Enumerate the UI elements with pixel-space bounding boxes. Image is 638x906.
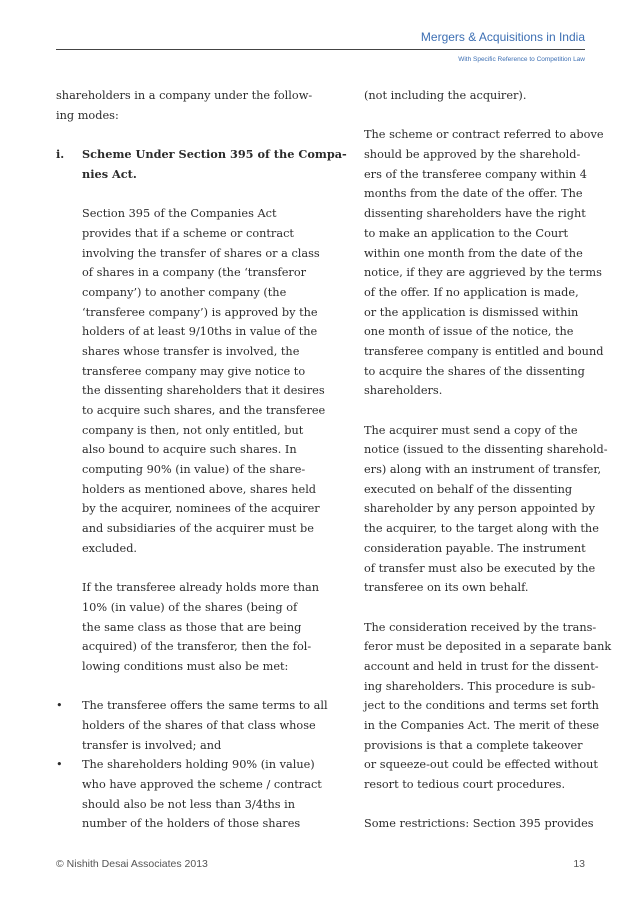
text-line: ing shareholders. This procedure is sub- <box>364 679 596 693</box>
text-line: feror must be deposited in a separate bank <box>364 640 612 654</box>
bullet-line: The shareholders holding 90% (in value) <box>82 758 315 772</box>
text-line: holders as mentioned above, shares held <box>82 482 317 496</box>
text-line: ers) along with an instrument of transfer, <box>364 463 602 477</box>
text-line: months from the date of the offer. The <box>364 187 583 201</box>
text-line: The scheme or contract referred to above <box>364 128 604 142</box>
text-line: to make an application to the Court <box>364 226 569 240</box>
text-line: in the Companies Act. The merit of these <box>364 719 600 732</box>
text-line: provisions is that a complete takeover <box>364 738 583 752</box>
text-line: the dissenting shareholders that it desires <box>82 384 325 398</box>
text-line: transferee on its own behalf. <box>364 581 529 595</box>
text-line: involving the transfer of shares or a class <box>82 246 320 260</box>
text-line: shareholders in a company under the follow- <box>56 89 313 102</box>
text-line: one month of issue of the notice, the <box>364 325 574 339</box>
text-line: computing 90% (in value) of the share- <box>82 463 306 477</box>
text-line: ject to the conditions and terms set forth <box>364 699 599 713</box>
text-line: transferee company is entitled and bound <box>364 344 604 358</box>
text-line: dissenting shareholders have the right <box>364 207 586 221</box>
text-line: should be approved by the sharehold- <box>364 148 581 162</box>
bullet-line: holders of the shares of that class whose <box>82 719 316 732</box>
text-line: and subsidiaries of the acquirer must be <box>82 522 314 536</box>
left-column <box>56 86 347 834</box>
bullet-icon: • <box>56 758 63 772</box>
text-line: ‘transferee company’) is approved by the <box>82 305 318 319</box>
heading-line: nies Act. <box>82 166 137 181</box>
text-line: to acquire such shares, and the transferee <box>82 404 326 417</box>
right-column <box>364 86 612 834</box>
section-heading <box>56 145 347 165</box>
text-line: If the transferee already holds more than <box>82 581 320 595</box>
bullet-line: should also be not less than 3/4ths in <box>82 797 296 811</box>
text-line: shareholders. <box>364 384 443 398</box>
text-line: shares whose transfer is involved, the <box>82 344 300 358</box>
section-marker: i. <box>56 147 65 162</box>
text-line: provides that if a scheme or contract <box>82 226 294 240</box>
text-line: ing modes: <box>56 108 119 122</box>
text-line: The consideration received by the trans- <box>364 620 597 634</box>
text-line: excluded. <box>82 541 138 555</box>
text-line: (not including the acquirer). <box>364 89 527 102</box>
text-line: of transfer must also be executed by the <box>364 561 596 575</box>
header-title: Mergers & Acquisitions in India <box>420 30 585 44</box>
bullet-line: who have approved the scheme / contract <box>82 778 322 792</box>
text-line: notice (issued to the dissenting sharehold- <box>364 443 608 457</box>
footer-copyright: © Nishith Desai Associates 2013 <box>56 858 208 870</box>
text-line: lowing conditions must also be met: <box>82 659 289 673</box>
text-line: Section 395 of the Companies Act <box>82 207 277 221</box>
text-line: Some restrictions: Section 395 provides <box>364 817 594 831</box>
bullet-line: number of the holders of those shares <box>82 817 301 831</box>
header-subtitle: With Specific Reference to Competition Law <box>458 56 585 63</box>
page-number: 13 <box>573 858 585 870</box>
text-line: or squeeze-out could be effected without <box>364 758 598 772</box>
text-line: also bound to acquire such shares. In <box>82 443 297 457</box>
text-line: by the acquirer, nominees of the acquirer <box>82 502 320 516</box>
text-line: account and held in trust for the dissent- <box>364 659 599 673</box>
heading-line: Scheme Under Section 395 of the Compa- <box>82 147 347 162</box>
text-line: ers of the transferee company within 4 <box>364 167 587 181</box>
text-line: resort to tedious court procedures. <box>364 778 566 792</box>
text-line: transferee company may give notice to <box>82 364 306 378</box>
text-line: The acquirer must send a copy of the <box>364 423 578 437</box>
text-line: executed on behalf of the dissenting <box>364 482 573 496</box>
text-line: of shares in a company (the ‘transferor <box>82 266 307 280</box>
text-line: company is then, not only entitled, but <box>82 423 304 437</box>
header-divider <box>56 49 585 50</box>
text-line: consideration payable. The instrument <box>364 541 586 555</box>
bullet-item <box>56 696 328 716</box>
text-line: holders of at least 9/10ths in value of the <box>82 325 318 339</box>
bullet-line: transfer is involved; and <box>82 738 222 752</box>
bullet-item <box>56 755 318 775</box>
text-line: 10% (in value) of the shares (being of <box>82 600 298 614</box>
text-line: the same class as those that are being <box>82 620 302 634</box>
text-line: of the offer. If no application is made, <box>364 285 579 299</box>
text-line: shareholder by any person appointed by <box>364 502 596 516</box>
text-line: to acquire the shares of the dissenting <box>364 364 585 378</box>
text-line: within one month from the date of the <box>364 246 583 260</box>
text-line: acquired) of the transferor, then the fol- <box>82 640 312 654</box>
text-line: notice, if they are aggrieved by the terms <box>364 266 602 280</box>
bullet-line: The transferee offers the same terms to all <box>82 699 328 713</box>
text-line: company’) to another company (the <box>82 285 287 299</box>
bullet-icon: • <box>56 699 63 713</box>
text-line: or the application is dismissed within <box>364 305 579 319</box>
text-line: the acquirer, to the target along with the <box>364 522 599 536</box>
